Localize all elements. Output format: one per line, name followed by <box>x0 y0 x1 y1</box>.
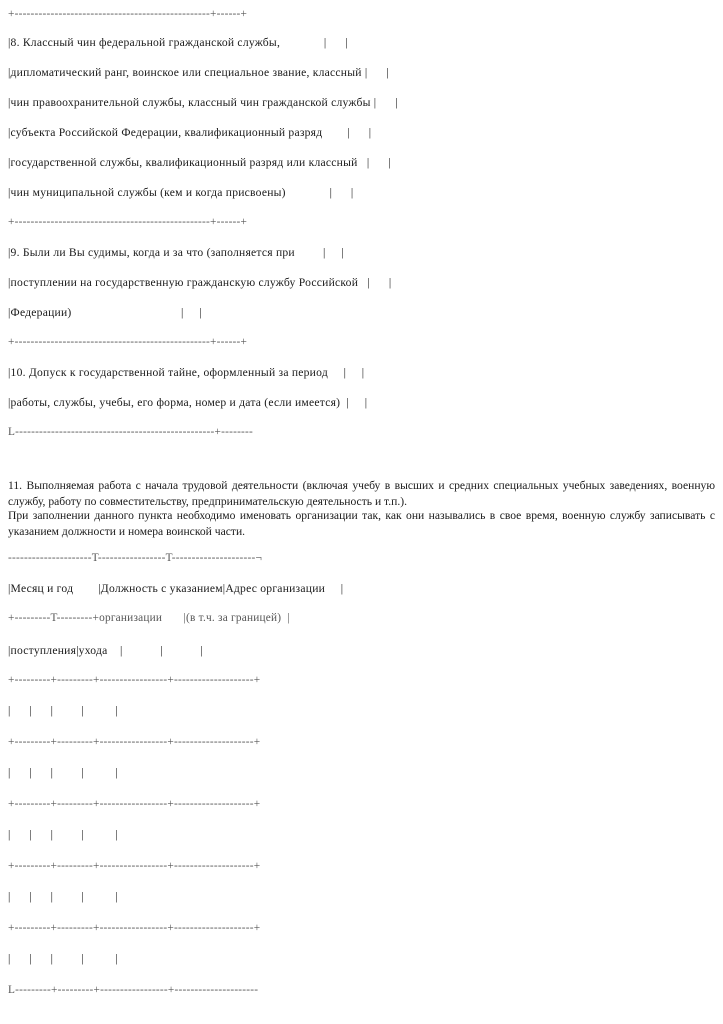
table-line-tbl-sep-5: +---------+---------+-----------------+--------------------+ <box>8 922 261 934</box>
paragraph-item11-note: При заполнении данного пункта необходимо именовать организации так, как они назывались в свое время, военную службу записывать с указанием должности и номера воинской части. <box>8 509 715 538</box>
table-line-tbl-data-row-2: | | | | | <box>8 766 118 779</box>
table-line-tbl-data-row-1: | | | | | <box>8 704 118 717</box>
art-line-item8-line6: |чин муниципальной службы (кем и когда присвоены) | | <box>8 186 354 199</box>
art-line-item9-line3: |Федерации) | | <box>8 306 202 319</box>
art-line-rule-close-item10: L--------------------------------------------------+-------- <box>8 426 254 438</box>
paragraph-item11-intro: 11. Выполняемая работа с начала трудовой деятельности (включая учебу в высших и средних специальных учебных заведениях, военную службу, работу по совместительству, предпринимательскую деятельность и т.п.). <box>8 479 715 508</box>
table-line-tbl-head-line2: +---------T---------+организации |(в т.ч. за границей) | <box>8 612 290 624</box>
table-line-tbl-sep-3: +---------+---------+-----------------+--------------------+ <box>8 798 261 810</box>
art-line-rule-top-item8: +-------------------------------------------------+------+ <box>8 8 248 20</box>
table-line-tbl-data-row-5: | | | | | <box>8 952 118 965</box>
table-line-tbl-data-row-3: | | | | | <box>8 828 118 841</box>
art-line-item8-line2: |дипломатический ранг, воинское или специальное звание, классный | | <box>8 66 389 79</box>
table-line-tbl-sep-2: +---------+---------+-----------------+--------------------+ <box>8 736 261 748</box>
art-line-rule-between-9-10: +-------------------------------------------------+------+ <box>8 336 248 348</box>
table-line-tbl-bottom-border: L---------+---------+-----------------+--------------------- <box>8 984 259 996</box>
table-line-tbl-top-border: ---------------------T-----------------T---------------------¬ <box>8 552 263 564</box>
art-line-item8-line4: |субъекта Российской Федерации, квалификационный разряд | | <box>8 126 372 139</box>
art-line-rule-between-8-9: +-------------------------------------------------+------+ <box>8 216 248 228</box>
art-line-item9-line2: |поступлении на государственную гражданскую службу Российской | | <box>8 276 392 289</box>
table-line-tbl-head-line3: |поступления|ухода | | | <box>8 644 203 657</box>
art-line-item8-line1: |8. Классный чин федеральной гражданской службы, | | <box>8 36 348 49</box>
table-line-tbl-head-line1: |Месяц и год |Должность с указанием|Адрес организации | <box>8 582 344 595</box>
table-line-tbl-sep-4: +---------+---------+-----------------+--------------------+ <box>8 860 261 872</box>
art-line-item8-line5: |государственной службы, квалификационный разряд или классный | | <box>8 156 391 169</box>
art-line-item8-line3: |чин правоохранительной службы, классный чин гражданской службы | | <box>8 96 398 109</box>
art-line-item9-line1: |9. Были ли Вы судимы, когда и за что (заполняется при | | <box>8 246 344 259</box>
table-line-tbl-sep-1: +---------+---------+-----------------+--------------------+ <box>8 674 261 686</box>
art-line-item10-line1: |10. Допуск к государственной тайне, оформленный за период | | <box>8 366 365 379</box>
table-line-tbl-data-row-4: | | | | | <box>8 890 118 903</box>
art-line-item10-line2: |работы, службы, учебы, его форма, номер и дата (если имеется) | | <box>8 396 368 409</box>
